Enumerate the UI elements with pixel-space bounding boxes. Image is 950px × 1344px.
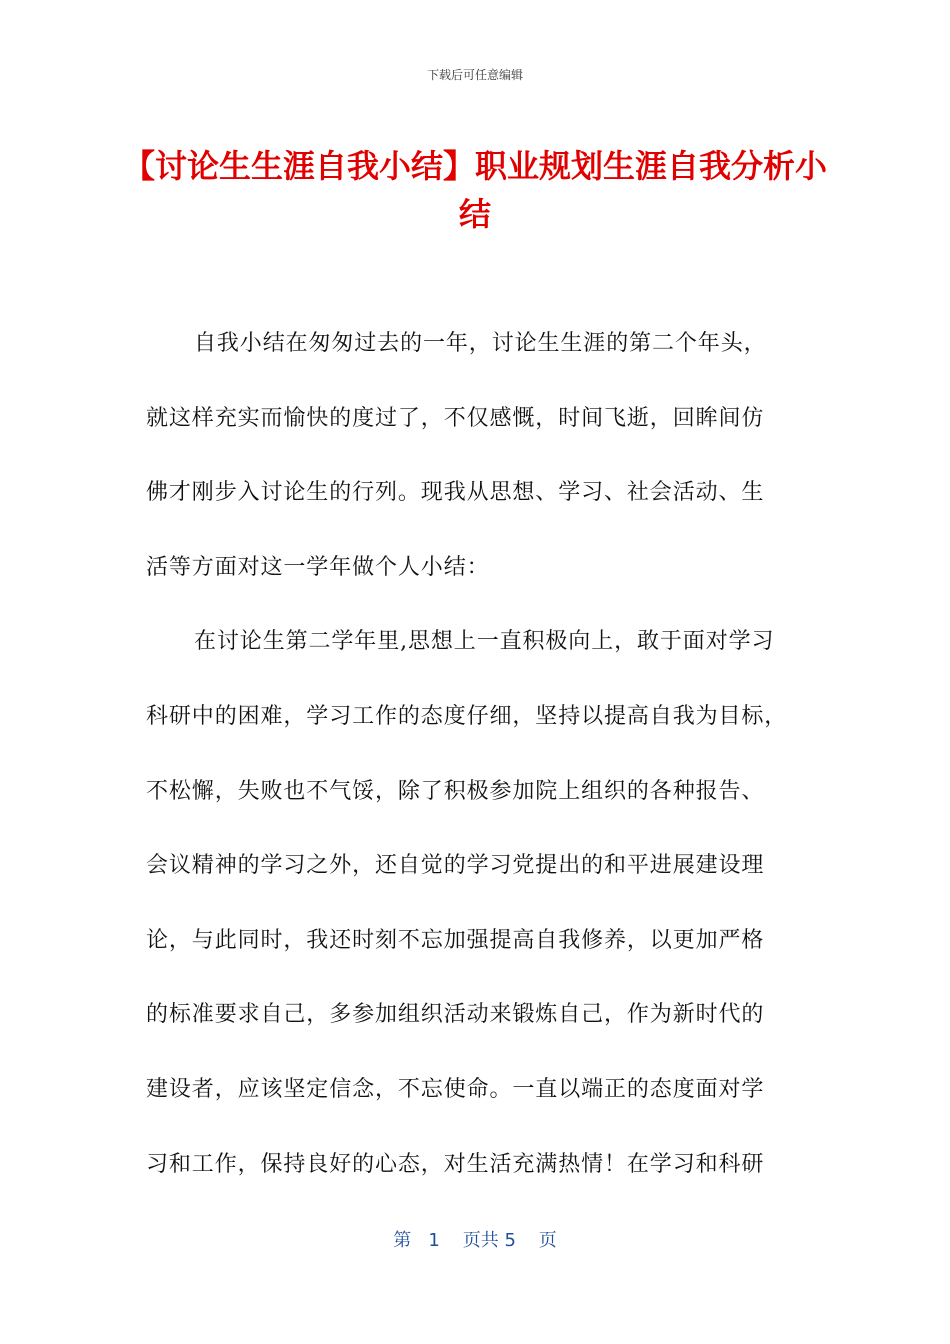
body-text xyxy=(146,320,806,1215)
page-total: 5 xyxy=(504,1230,516,1251)
paragraph-line: 建设者，应该坚定信念，不忘使命。一直以端正的态度面对学 xyxy=(146,1076,765,1102)
paragraph-line: 科研中的困难，学习工作的态度仔细，坚持以提高自我为目标， xyxy=(146,703,788,729)
paragraph-line: 在讨论生第二学年里,思想上一直积极向上，敢于面对学习 xyxy=(194,629,775,655)
paragraph-line: 习和工作，保持良好的心态，对生活充满热情！在学习和科研 xyxy=(146,1151,765,1177)
page-label-middle: 页共 xyxy=(462,1230,499,1251)
page-current: 1 xyxy=(428,1230,440,1251)
page-footer xyxy=(0,1226,950,1252)
page-label-suffix: 页 xyxy=(538,1230,557,1251)
paragraph-line: 的标准要求自己，多参加组织活动来锻炼自己，作为新时代的 xyxy=(146,1002,765,1028)
document-title: 【讨论生生涯自我小结】职业规划生涯自我分析小结 xyxy=(122,147,827,233)
paragraph-line: 就这样充实而愉快的度过了，不仅感慨，时间飞逝，回眸间仿 xyxy=(146,405,765,431)
paragraph-line: 论，与此同时，我还时刻不忘加强提高自我修养，以更加严格 xyxy=(146,927,765,953)
paragraph-line: 不松懈，失败也不气馁，除了积极参加院上组织的各种报告、 xyxy=(146,778,765,804)
paragraph-line: 会议精神的学习之外，还自觉的学习党提出的和平进展建设理 xyxy=(146,853,765,879)
header-note: 下载后可任意编辑 xyxy=(426,68,523,82)
page-label-prefix: 第 xyxy=(393,1230,412,1251)
paragraph-line: 佛才刚步入讨论生的行列。现我从思想、学习、社会活动、生 xyxy=(146,480,765,506)
paragraph-line: 自我小结在匆匆过去的一年，讨论生生涯的第二个年头， xyxy=(194,331,767,356)
paragraph-line: 活等方面对这一学年做个人小结： xyxy=(146,554,490,580)
